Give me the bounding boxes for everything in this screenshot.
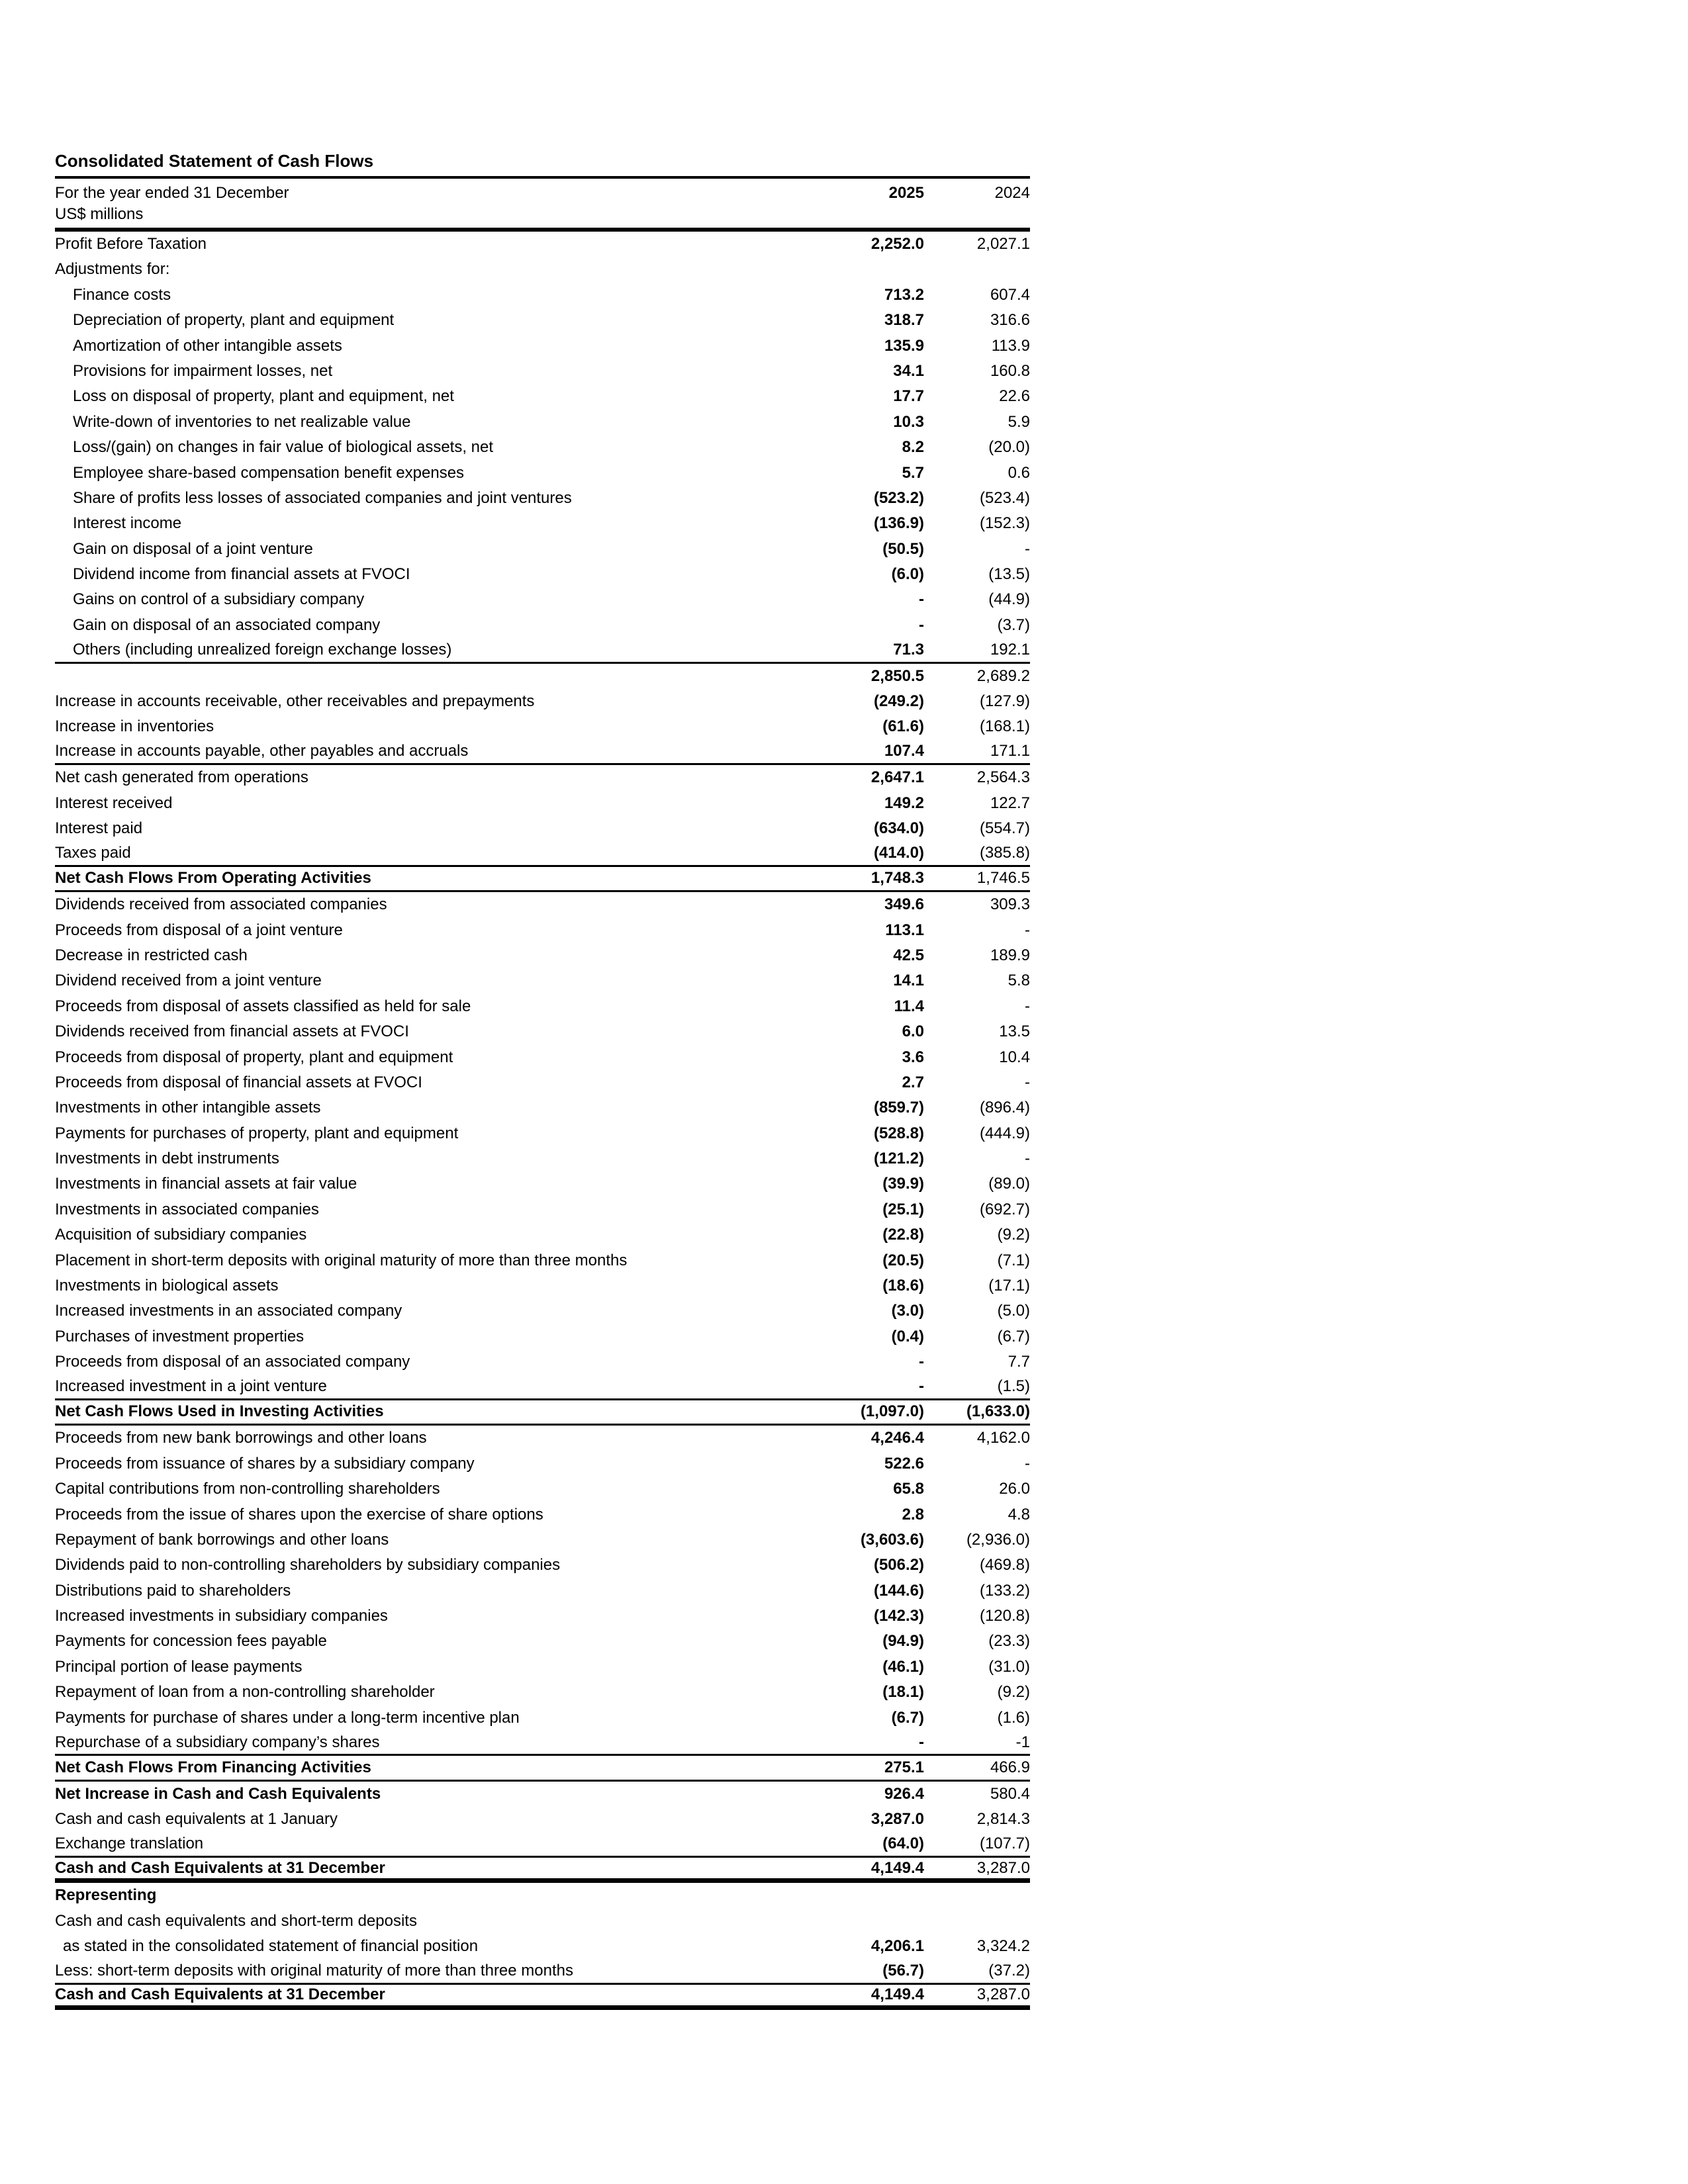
- statement-title: Consolidated Statement of Cash Flows: [55, 150, 1030, 179]
- table-row: [55, 1248, 1030, 1273]
- value-2025: 8.2: [902, 438, 924, 457]
- table-row: [55, 537, 1030, 562]
- value-2024: 22.6: [999, 387, 1030, 406]
- value-2025: (144.6): [873, 1581, 924, 1600]
- value-2025: 11.4: [894, 997, 924, 1015]
- row-label: Increase in accounts payable, other payables and accruals: [55, 742, 469, 760]
- row-label: Less: short-term deposits with original maturity of more than three months: [55, 1962, 573, 1980]
- row-label: Increased investments in an associated company: [55, 1302, 402, 1320]
- row-label: Dividends received from associated companies: [55, 895, 387, 914]
- table-row: [55, 892, 1030, 917]
- table-row: [55, 1070, 1030, 1095]
- value-2025: (1,097.0): [860, 1402, 924, 1421]
- row-label: Write-down of inventories to net realizable value: [73, 412, 411, 431]
- value-2025: (6.0): [891, 565, 924, 584]
- value-2024: (31.0): [988, 1657, 1030, 1676]
- row-label: Principal portion of lease payments: [55, 1657, 303, 1676]
- table-row: [55, 1833, 1030, 1858]
- value-2025: (136.9): [873, 514, 924, 533]
- table-row: [55, 1375, 1030, 1400]
- row-label: Capital contributions from non-controlling shareholders: [55, 1480, 440, 1498]
- value-2024: 160.8: [990, 361, 1030, 380]
- value-2024: 2,027.1: [976, 235, 1030, 253]
- row-label: Payments for concession fees payable: [55, 1632, 327, 1651]
- value-2024: -: [1025, 921, 1030, 939]
- table-row: [55, 867, 1030, 892]
- value-2024: (385.8): [979, 843, 1030, 862]
- table-row: [55, 689, 1030, 714]
- value-2024: (13.5): [988, 565, 1030, 584]
- units-label: US$ millions: [55, 205, 144, 223]
- row-label: Cash and cash equivalents and short-term deposits: [55, 1911, 417, 1930]
- value-2024: (127.9): [979, 692, 1030, 711]
- value-2025: 3,287.0: [870, 1810, 924, 1829]
- value-2024: (444.9): [979, 1124, 1030, 1142]
- row-label: Proceeds from disposal of financial assets at FVOCI: [55, 1073, 422, 1091]
- row-label: Employee share-based compensation benefit expenses: [73, 463, 465, 482]
- row-label: Proceeds from disposal of an associated company: [55, 1353, 410, 1371]
- table-row: [55, 1655, 1030, 1680]
- column-header-2025: 2025: [888, 184, 924, 202]
- value-2024: (89.0): [988, 1175, 1030, 1193]
- row-label: Proceeds from new bank borrowings and other loans: [55, 1429, 427, 1447]
- value-2025: -: [919, 615, 924, 634]
- table-row: [55, 918, 1030, 943]
- statement-rows: [55, 232, 1030, 2010]
- value-2024: (152.3): [979, 514, 1030, 533]
- value-2024: (7.1): [997, 1251, 1030, 1269]
- period-label: For the year ended 31 December: [55, 184, 289, 202]
- table-row: [55, 1426, 1030, 1451]
- row-label: Repayment of bank borrowings and other loans: [55, 1530, 389, 1549]
- row-label: Increase in inventories: [55, 717, 214, 736]
- value-2025: 926.4: [884, 1784, 924, 1803]
- table-row: [55, 1019, 1030, 1044]
- row-label: Payments for purchases of property, plant and equipment: [55, 1124, 459, 1142]
- table-row: [55, 461, 1030, 486]
- value-2024: 316.6: [990, 311, 1030, 330]
- row-label: Interest paid: [55, 819, 143, 837]
- row-label: Increased investment in a joint venture: [55, 1377, 327, 1396]
- value-2025: (6.7): [891, 1708, 924, 1727]
- value-2024: (23.3): [988, 1632, 1030, 1651]
- value-2024: 5.8: [1008, 972, 1030, 990]
- value-2025: 318.7: [884, 311, 924, 330]
- value-2025: 4,246.4: [870, 1429, 924, 1447]
- value-2024: (523.4): [979, 488, 1030, 507]
- value-2025: (46.1): [882, 1657, 924, 1676]
- cash-flow-statement: [55, 150, 1030, 2010]
- value-2024: 3,287.0: [976, 1858, 1030, 1877]
- value-2025: -: [919, 1353, 924, 1371]
- row-label: Proceeds from disposal of a joint venture: [55, 921, 343, 939]
- row-label: Proceeds from disposal of assets classified as held for sale: [55, 997, 471, 1015]
- row-label: Loss on disposal of property, plant and equipment, net: [73, 387, 454, 406]
- table-row: [55, 791, 1030, 816]
- value-2025: 113.1: [885, 921, 924, 939]
- row-label: Investments in biological assets: [55, 1277, 279, 1295]
- value-2024: (896.4): [979, 1099, 1030, 1117]
- value-2025: 522.6: [884, 1454, 924, 1473]
- value-2024: 13.5: [999, 1023, 1030, 1041]
- value-2025: (56.7): [882, 1962, 924, 1980]
- value-2025: -: [919, 1733, 924, 1751]
- statement-header: [55, 179, 1030, 232]
- value-2025: (39.9): [882, 1175, 924, 1193]
- row-label: Gain on disposal of a joint venture: [73, 539, 313, 558]
- table-row: [55, 1782, 1030, 1807]
- value-2025: (414.0): [873, 843, 924, 862]
- table-row: [55, 410, 1030, 435]
- value-2025: 3.6: [902, 1048, 924, 1066]
- row-label: Repayment of loan from a non-controlling shareholder: [55, 1683, 435, 1702]
- value-2025: 149.2: [884, 794, 924, 812]
- value-2025: (859.7): [873, 1099, 924, 1117]
- row-label: as stated in the consolidated statement of financial position: [63, 1937, 479, 1956]
- value-2025: 65.8: [893, 1480, 924, 1498]
- value-2025: 71.3: [893, 640, 924, 659]
- row-label: Distributions paid to shareholders: [55, 1581, 291, 1600]
- value-2025: 4,149.4: [870, 1985, 924, 2004]
- value-2024: -: [1025, 539, 1030, 558]
- table-row: [55, 1146, 1030, 1171]
- value-2024: (17.1): [988, 1277, 1030, 1295]
- value-2024: 171.1: [990, 742, 1030, 760]
- value-2024: 2,564.3: [976, 768, 1030, 787]
- value-2025: (142.3): [873, 1607, 924, 1625]
- table-row: [55, 1477, 1030, 1502]
- row-label: Proceeds from issuance of shares by a subsidiary company: [55, 1454, 475, 1473]
- row-label: Proceeds from the issue of shares upon the exercise of share options: [55, 1505, 543, 1524]
- value-2025: 4,206.1: [870, 1937, 924, 1956]
- value-2024: (5.0): [997, 1302, 1030, 1320]
- table-row: [55, 1807, 1030, 1832]
- value-2024: -: [1025, 1454, 1030, 1473]
- value-2024: 607.4: [990, 285, 1030, 304]
- value-2024: (44.9): [988, 590, 1030, 609]
- header-units-row: [55, 204, 1030, 225]
- row-label: Investments in other intangible assets: [55, 1099, 321, 1117]
- table-row: [55, 1095, 1030, 1120]
- value-2024: 0.6: [1008, 463, 1030, 482]
- value-2024: (20.0): [988, 438, 1030, 457]
- table-row: [55, 511, 1030, 536]
- value-2025: 275.1: [884, 1758, 924, 1776]
- value-2024: (692.7): [979, 1200, 1030, 1218]
- row-label: Others (including unrealized foreign exchange losses): [73, 640, 452, 659]
- value-2025: 349.6: [884, 895, 924, 914]
- row-label: Gains on control of a subsidiary company: [73, 590, 365, 609]
- value-2025: 2.8: [902, 1505, 924, 1524]
- row-label: Dividend received from a joint venture: [55, 972, 322, 990]
- value-2025: (20.5): [882, 1251, 924, 1269]
- value-2024: 3,324.2: [976, 1937, 1030, 1956]
- row-label: Net Cash Flows Used in Investing Activities: [55, 1402, 384, 1421]
- table-row: [55, 765, 1030, 790]
- table-row: [55, 1502, 1030, 1527]
- value-2025: (18.6): [882, 1277, 924, 1295]
- value-2024: 466.9: [990, 1758, 1030, 1776]
- value-2025: 17.7: [893, 387, 924, 406]
- table-row: [55, 1197, 1030, 1222]
- value-2025: (121.2): [873, 1150, 924, 1168]
- table-row: [55, 1273, 1030, 1298]
- row-label: Gain on disposal of an associated company: [73, 615, 381, 634]
- table-row: [55, 1121, 1030, 1146]
- table-row: [55, 1706, 1030, 1731]
- table-row: [55, 1858, 1030, 1883]
- row-label: Finance costs: [73, 285, 171, 304]
- row-label: Exchange translation: [55, 1835, 204, 1853]
- row-label: Investments in financial assets at fair value: [55, 1175, 357, 1193]
- row-label: Cash and cash equivalents at 1 January: [55, 1810, 338, 1829]
- row-label: Cash and Cash Equivalents at 31 December: [55, 1985, 385, 2004]
- table-row: [55, 283, 1030, 308]
- table-row: [55, 486, 1030, 511]
- table-row: [55, 1527, 1030, 1553]
- row-label: Investments in associated companies: [55, 1200, 319, 1218]
- value-2024: (168.1): [979, 717, 1030, 736]
- table-row: [55, 1171, 1030, 1197]
- value-2025: (634.0): [873, 819, 924, 837]
- value-2025: 2,252.0: [870, 235, 924, 253]
- value-2024: 2,689.2: [976, 666, 1030, 685]
- value-2024: (1,633.0): [966, 1402, 1030, 1421]
- value-2025: 2,647.1: [870, 768, 924, 787]
- value-2025: 14.1: [893, 972, 924, 990]
- value-2024: (469.8): [979, 1556, 1030, 1574]
- table-row: [55, 943, 1030, 968]
- table-row: [55, 1960, 1030, 1985]
- row-label: Net Cash Flows From Operating Activities: [55, 869, 371, 887]
- value-2024: 2,814.3: [976, 1810, 1030, 1829]
- value-2025: (25.1): [882, 1200, 924, 1218]
- value-2024: 122.7: [990, 794, 1030, 812]
- value-2025: -: [919, 590, 924, 609]
- row-label: Loss/(gain) on changes in fair value of biological assets, net: [73, 438, 494, 457]
- table-row: [55, 1909, 1030, 1934]
- table-row: [55, 334, 1030, 359]
- value-2025: 2.7: [902, 1073, 924, 1091]
- value-2024: 3,287.0: [976, 1985, 1030, 2004]
- row-label: Provisions for impairment losses, net: [73, 361, 333, 380]
- row-label: Profit Before Taxation: [55, 235, 207, 253]
- value-2025: (18.1): [882, 1683, 924, 1702]
- value-2024: 309.3: [990, 895, 1030, 914]
- table-row: [55, 232, 1030, 257]
- value-2024: -: [1025, 1150, 1030, 1168]
- value-2025: 2,850.5: [870, 666, 924, 685]
- value-2025: (64.0): [882, 1835, 924, 1853]
- row-label: Adjustments for:: [55, 260, 170, 279]
- table-row: [55, 562, 1030, 587]
- value-2025: 5.7: [902, 463, 924, 482]
- value-2025: (3.0): [891, 1302, 924, 1320]
- table-row: [55, 994, 1030, 1019]
- row-label: Placement in short-term deposits with original maturity of more than three months: [55, 1251, 628, 1269]
- row-label: Proceeds from disposal of property, plant and equipment: [55, 1048, 453, 1066]
- row-label: Cash and Cash Equivalents at 31 December: [55, 1858, 385, 1877]
- value-2025: (0.4): [891, 1327, 924, 1345]
- row-label: Payments for purchase of shares under a long-term incentive plan: [55, 1708, 520, 1727]
- table-row: [55, 1349, 1030, 1375]
- value-2024: -: [1025, 997, 1030, 1015]
- value-2024: 192.1: [990, 640, 1030, 659]
- value-2025: 713.2: [884, 285, 924, 304]
- value-2024: 26.0: [999, 1480, 1030, 1498]
- value-2025: 107.4: [884, 742, 924, 760]
- value-2025: (22.8): [882, 1226, 924, 1244]
- row-label: Investments in debt instruments: [55, 1150, 279, 1168]
- row-label: Decrease in restricted cash: [55, 946, 248, 964]
- value-2024: 4,162.0: [976, 1429, 1030, 1447]
- value-2025: 42.5: [893, 946, 924, 964]
- row-label: Increase in accounts receivable, other receivables and prepayments: [55, 692, 535, 711]
- value-2025: 6.0: [902, 1023, 924, 1041]
- table-row: [55, 1883, 1030, 1908]
- row-label: Net Increase in Cash and Cash Equivalents: [55, 1784, 381, 1803]
- value-2025: 10.3: [893, 412, 924, 431]
- value-2024: 1,746.5: [976, 869, 1030, 887]
- value-2025: 135.9: [884, 336, 924, 355]
- table-row: [55, 1934, 1030, 1959]
- table-row: [55, 359, 1030, 384]
- row-label: Share of profits less losses of associated companies and joint ventures: [73, 488, 572, 507]
- table-row: [55, 841, 1030, 866]
- table-row: [55, 968, 1030, 993]
- value-2025: (249.2): [873, 692, 924, 711]
- table-row: [55, 1451, 1030, 1477]
- value-2024: (1.6): [997, 1708, 1030, 1727]
- header-period-row: [55, 183, 1030, 204]
- row-label: Acquisition of subsidiary companies: [55, 1226, 307, 1244]
- table-row: [55, 435, 1030, 460]
- table-row: [55, 308, 1030, 333]
- table-row: [55, 1680, 1030, 1705]
- row-label: Dividend income from financial assets at FVOCI: [73, 565, 410, 584]
- value-2025: (3,603.6): [860, 1530, 924, 1549]
- value-2024: (6.7): [997, 1327, 1030, 1345]
- row-label: Increased investments in subsidiary companies: [55, 1607, 388, 1625]
- table-row: [55, 1298, 1030, 1324]
- value-2025: 34.1: [893, 361, 924, 380]
- value-2024: (3.7): [997, 615, 1030, 634]
- value-2024: 5.9: [1008, 412, 1030, 431]
- table-row: [55, 1045, 1030, 1070]
- value-2024: (120.8): [979, 1607, 1030, 1625]
- row-label: Net Cash Flows From Financing Activities: [55, 1758, 371, 1776]
- row-label: Dividends paid to non-controlling shareholders by subsidiary companies: [55, 1556, 561, 1574]
- table-row: [55, 1985, 1030, 2010]
- table-row: [55, 587, 1030, 612]
- value-2025: (50.5): [882, 539, 924, 558]
- value-2024: -1: [1015, 1733, 1030, 1751]
- table-row: [55, 638, 1030, 663]
- table-row: [55, 257, 1030, 282]
- row-label: Amortization of other intangible assets: [73, 336, 342, 355]
- value-2025: (523.2): [873, 488, 924, 507]
- table-row: [55, 664, 1030, 689]
- value-2025: (528.8): [873, 1124, 924, 1142]
- table-row: [55, 1222, 1030, 1248]
- value-2025: 1,748.3: [870, 869, 924, 887]
- value-2024: 7.7: [1008, 1353, 1030, 1371]
- value-2024: (107.7): [979, 1835, 1030, 1853]
- value-2024: (2,936.0): [966, 1530, 1030, 1549]
- table-row: [55, 816, 1030, 841]
- row-label: Interest received: [55, 794, 173, 812]
- table-row: [55, 1731, 1030, 1756]
- table-row: [55, 1400, 1030, 1426]
- table-row: [55, 1324, 1030, 1349]
- value-2024: 580.4: [990, 1784, 1030, 1803]
- row-label: Repurchase of a subsidiary company’s shares: [55, 1733, 380, 1751]
- value-2025: (506.2): [873, 1556, 924, 1574]
- value-2024: (9.2): [997, 1226, 1030, 1244]
- column-header-2024: 2024: [994, 184, 1030, 202]
- value-2024: 113.9: [991, 336, 1030, 355]
- table-row: [55, 714, 1030, 739]
- table-row: [55, 1604, 1030, 1629]
- row-label: Net cash generated from operations: [55, 768, 308, 787]
- value-2024: 4.8: [1008, 1505, 1030, 1524]
- row-label: Purchases of investment properties: [55, 1327, 305, 1345]
- value-2024: -: [1025, 1073, 1030, 1091]
- table-row: [55, 1756, 1030, 1781]
- value-2024: (37.2): [988, 1962, 1030, 1980]
- row-label: Interest income: [73, 514, 182, 533]
- table-row: [55, 613, 1030, 638]
- row-label: Taxes paid: [55, 843, 131, 862]
- table-row: [55, 740, 1030, 765]
- row-label: Dividends received from financial assets at FVOCI: [55, 1023, 409, 1041]
- row-label: Representing: [55, 1886, 157, 1905]
- value-2024: (554.7): [979, 819, 1030, 837]
- value-2024: (9.2): [997, 1683, 1030, 1702]
- value-2025: 4,149.4: [870, 1858, 924, 1877]
- value-2025: -: [919, 1377, 924, 1396]
- value-2024: 10.4: [999, 1048, 1030, 1066]
- value-2024: (1.5): [997, 1377, 1030, 1396]
- value-2024: 189.9: [990, 946, 1030, 964]
- value-2024: (133.2): [979, 1581, 1030, 1600]
- table-row: [55, 384, 1030, 409]
- row-label: Depreciation of property, plant and equipment: [73, 311, 395, 330]
- value-2025: (61.6): [882, 717, 924, 736]
- table-row: [55, 1629, 1030, 1654]
- table-row: [55, 1578, 1030, 1604]
- value-2025: (94.9): [882, 1632, 924, 1651]
- table-row: [55, 1553, 1030, 1578]
